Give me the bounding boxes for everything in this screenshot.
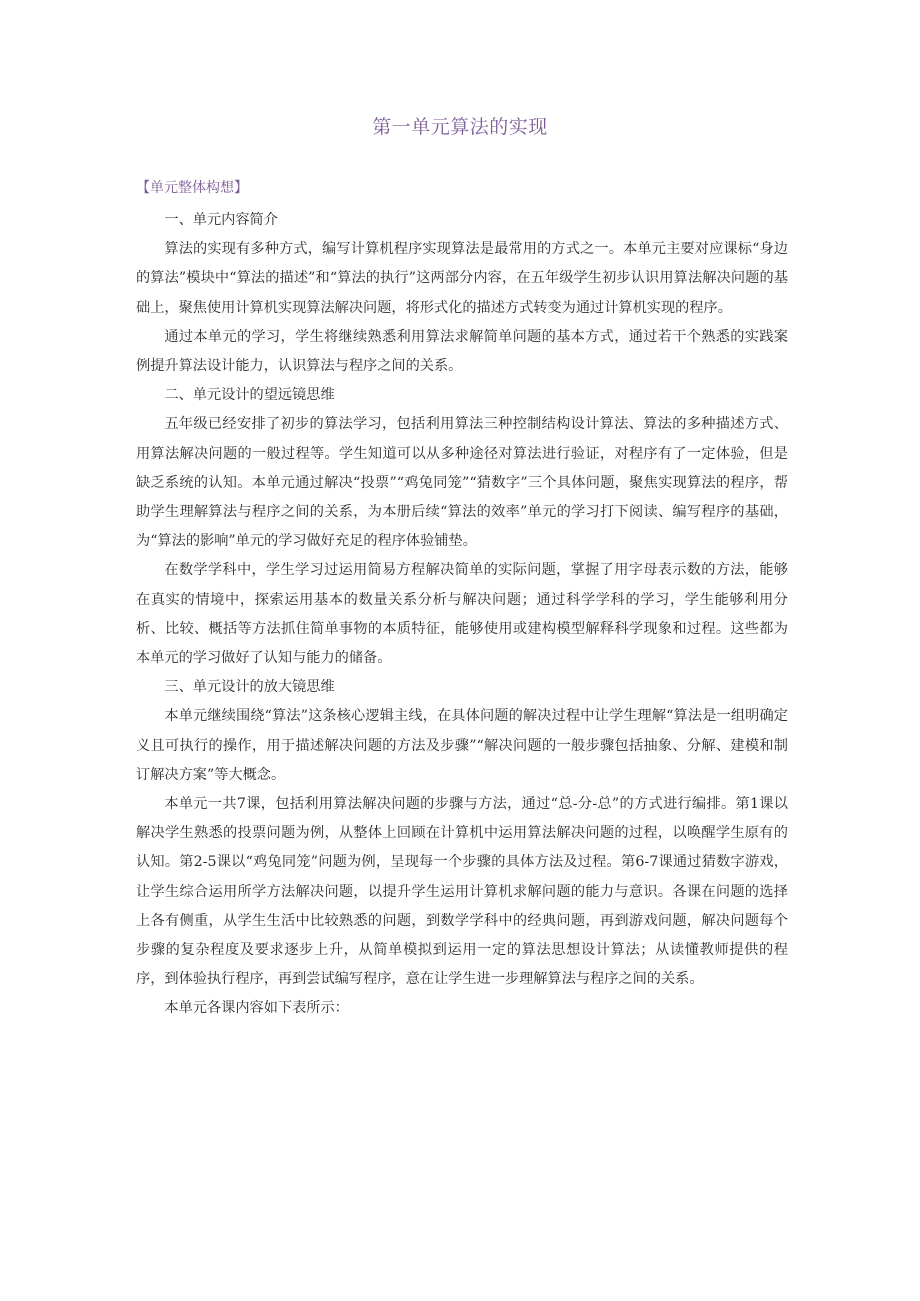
paragraph: 本单元继续围绕“算法”这条核心逻辑主线，在具体问题的解决过程中让学生理解“算法是一组明确定义且可执行的操作，用于描述解决问题的方法及步骤”“解决问题的一般步骤包括抽象、分解、建模和制订解决方案”等大概念。	[136, 708, 788, 783]
section-tag: 【单元整体构想】	[136, 180, 248, 196]
section-heading: 二、单元设计的望远镜思维	[164, 387, 335, 404]
section-heading: 一、单元内容简介	[164, 212, 278, 228]
section-heading: 三、单元设计的放大镜思维	[164, 679, 335, 696]
paragraph: 五年级已经安排了初步的算法学习，包括利用算法三种控制结构设计算法、算法的多种描述方式、用算法解决问题的一般过程等。学生知道可以从多种途径对算法进行验证，对程序有了一定体验，但是缺乏系统的认知。本单元通过解决“投票”“鸡兔同笼”“猜数字”三个具体问题，聚焦实现算法的程序，帮助学生理解算法与程序之间的关系，为本册后续“算法的效率”单元的学习打下阅读、编写程序的基础，为“算法的影响”单元的学习做好充足的程序体验铺垫。	[136, 416, 788, 550]
paragraph: 本单元各课内容如下表所示：	[164, 1000, 349, 1017]
document-body	[136, 206, 788, 1024]
paragraph: 算法的实现有多种方式，编写计算机程序实现算法是最常用的方式之一。本单元主要对应课标“身边的算法”模块中“算法的描述”和“算法的执行”这两部分内容，在五年级学生初步认识用算法解决问题的基础上，聚焦使用计算机实现算法解决问题，将形式化的描述方式转变为通过计算机实现的程序。	[136, 241, 788, 316]
paragraph: 本单元一共7课，包括利用算法解决问题的步骤与方法，通过“总-分-总”的方式进行编排。第1课以解决学生熟悉的投票问题为例，从整体上回顾在计算机中运用算法解决问题的过程，以唤醒学生原有的认知。第2-5课以“鸡兔同笼”问题为例，呈现每一个步骤的具体方法及过程。第6-7课通过猜数字游戏，让学生综合运用所学方法解决问题，以提升学生运用计算机求解问题的能力与意识。各课在问题的选择上各有侧重，从学生生活中比较熟悉的问题，到数学学科中的经典问题，再到游戏问题，解决问题每个步骤的复杂程度及要求逐步上升，从简单模拟到运用一定的算法思想设计算法；从读懂教师提供的程序，到体验执行程序，再到尝试编写程序，意在让学生进一步理解算法与程序之间的关系。	[136, 796, 788, 988]
paragraph: 通过本单元的学习，学生将继续熟悉利用算法求解简单问题的基本方式，通过若干个熟悉的实践案例提升算法设计能力，认识算法与程序之间的关系。	[136, 328, 788, 375]
paragraph: 在数学学科中，学生学习过运用简易方程解决简单的实际问题，掌握了用字母表示数的方法，能够在真实的情境中，探索运用基本的数量关系分析与解决问题；通过科学学科的学习，学生能够利用分析、比较、概括等方法抓住简单事物的本质特征，能够使用或建构模型解释科学现象和过程。这些都为本单元的学习做好了认知与能力的储备。	[136, 562, 788, 667]
page-title: 第一单元算法的实现	[372, 116, 548, 138]
